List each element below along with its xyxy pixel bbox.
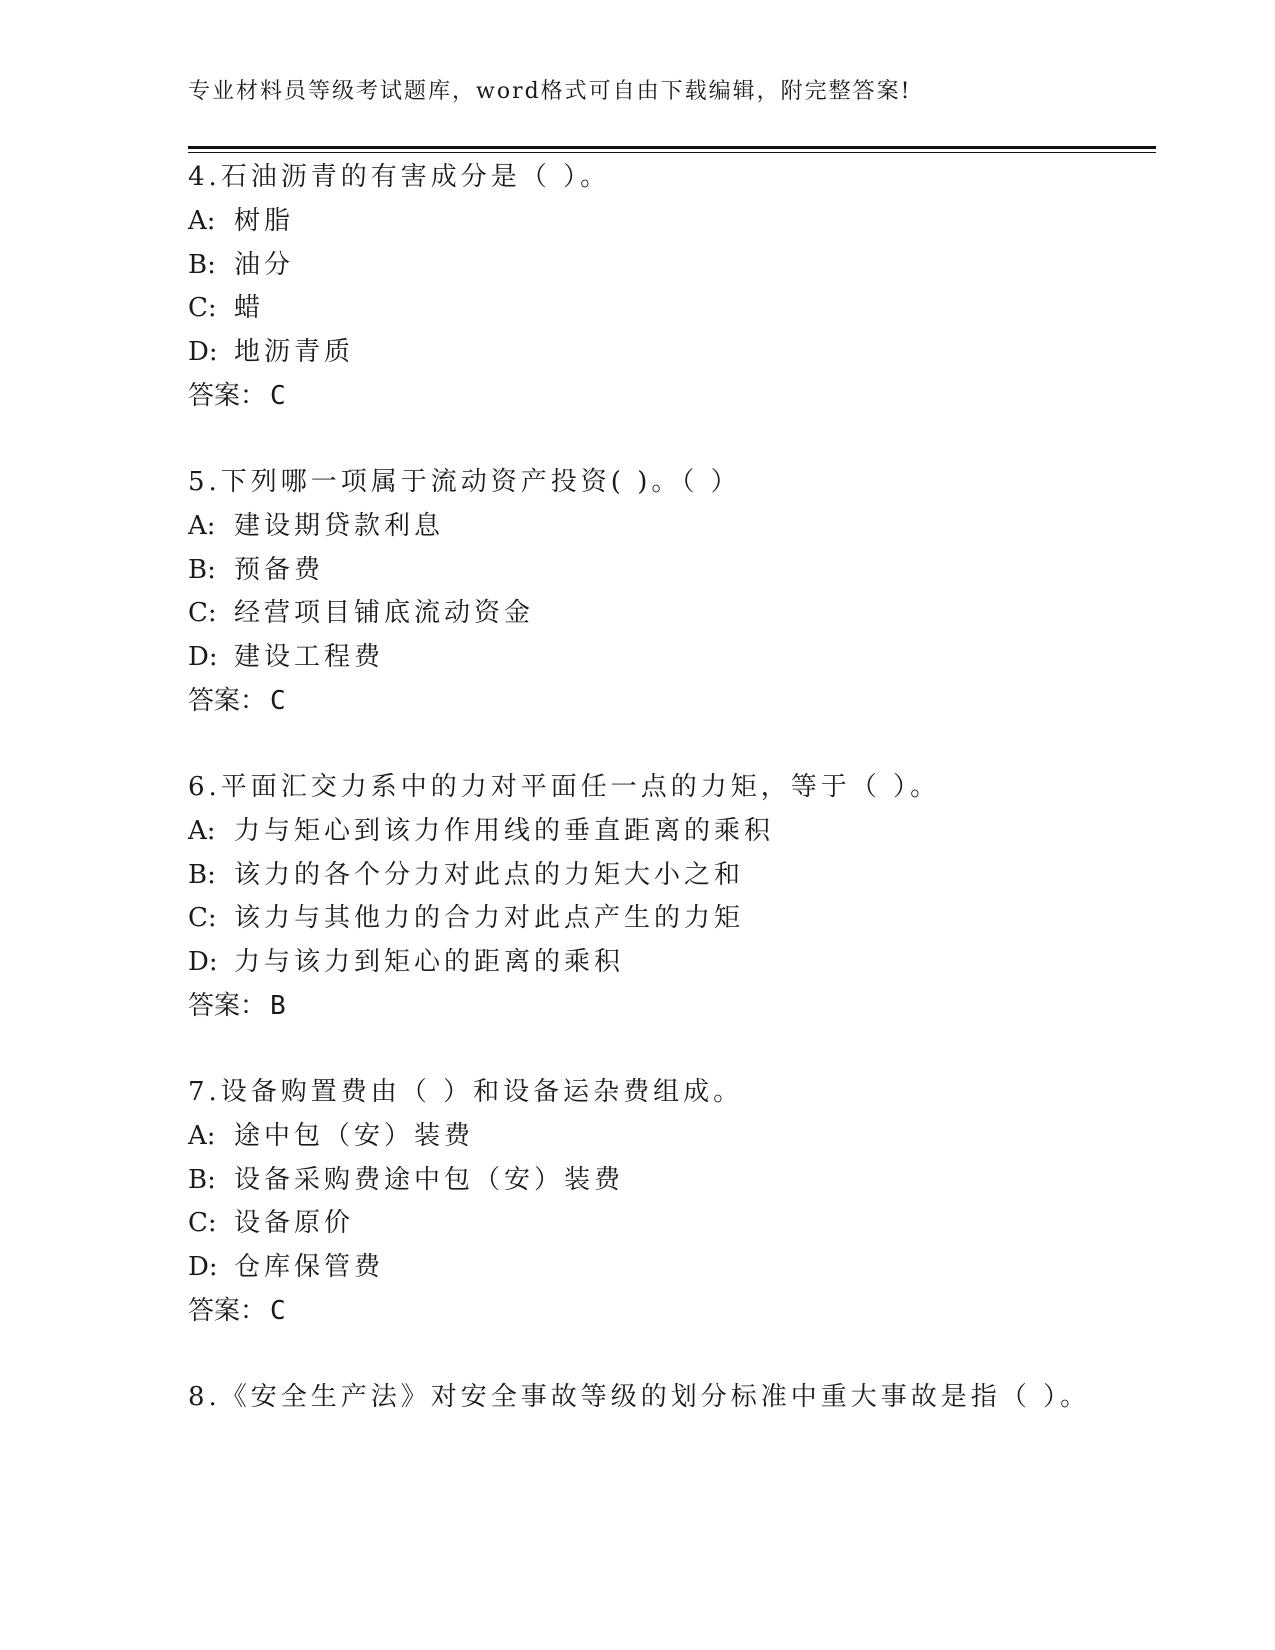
question-5-option-d [188, 641, 384, 673]
option-text: 油分 [234, 250, 295, 280]
answer-value: B [270, 991, 286, 1021]
option-label: A: [188, 511, 216, 541]
question-6-option-a [188, 815, 774, 847]
question-6-answer [188, 990, 286, 1022]
option-text: 力与矩心到该力作用线的垂直距离的乘积 [234, 816, 775, 846]
option-label: C: [188, 1208, 217, 1238]
answer-label: 答案： [188, 991, 267, 1021]
question-5-option-a [188, 510, 444, 542]
question-4-option-a [188, 205, 294, 237]
option-text: 该力与其他力的合力对此点产生的力矩 [234, 903, 745, 933]
option-label: A: [188, 816, 216, 846]
question-6-option-d [188, 946, 624, 978]
question-7-option-b [188, 1164, 624, 1196]
answer-label: 答案： [188, 381, 267, 411]
option-label: C: [188, 598, 217, 628]
option-label: D: [188, 947, 218, 977]
option-text: 力与该力到矩心的距离的乘积 [234, 947, 625, 977]
question-4-option-b [188, 249, 294, 281]
question-8-stem: 8.《安全生产法》对安全事故等级的划分标准中重大事故是指（ ）。 [188, 1382, 1091, 1412]
question-4-stem: 4.石油沥青的有害成分是（ ）。 [188, 162, 611, 192]
option-label: B: [188, 1165, 216, 1195]
option-label: D: [188, 1252, 218, 1282]
option-text: 仓库保管费 [234, 1252, 385, 1282]
answer-value: C [270, 1296, 286, 1326]
option-text: 途中包（安）装费 [234, 1121, 475, 1151]
question-6-stem: 6.平面汇交力系中的力对平面任一点的力矩，等于（ ）。 [188, 772, 941, 802]
answer-value: C [270, 686, 286, 716]
option-label: D: [188, 337, 218, 367]
option-text: 建设工程费 [234, 642, 385, 672]
option-text: 建设期贷款利息 [234, 511, 445, 541]
answer-value: C [270, 381, 286, 411]
question-5-option-b [188, 554, 324, 586]
question-7-option-d [188, 1251, 384, 1283]
answer-label: 答案： [188, 1296, 267, 1326]
option-text: 经营项目铺底流动资金 [234, 598, 535, 628]
option-text: 蜡 [234, 293, 265, 323]
question-5-stem: 5.下列哪一项属于流动资产投资( )。（ ） [188, 467, 741, 497]
question-5-option-c [188, 597, 534, 629]
question-7-answer [188, 1295, 286, 1327]
option-label: A: [188, 206, 216, 236]
question-4-option-c [188, 292, 264, 324]
question-6-option-b [188, 859, 744, 891]
question-7-option-c [188, 1207, 354, 1239]
option-text: 树脂 [234, 206, 295, 236]
option-text: 设备原价 [234, 1208, 355, 1238]
question-7-option-a [188, 1120, 474, 1152]
option-label: C: [188, 903, 217, 933]
question-5-answer [188, 685, 286, 717]
option-label: A: [188, 1121, 216, 1151]
header-rule-thin [188, 152, 1156, 153]
option-text: 设备采购费途中包（安）装费 [234, 1165, 625, 1195]
question-4-answer [188, 380, 286, 412]
option-text: 预备费 [234, 555, 325, 585]
option-label: C: [188, 293, 217, 323]
question-7-stem: 7.设备购置费由（ ）和设备运杂费组成。 [188, 1077, 744, 1107]
option-label: B: [188, 555, 216, 585]
option-label: B: [188, 860, 216, 890]
header-text: 专业材料员等级考试题库，word格式可自由下载编辑，附完整答案! [188, 79, 912, 104]
answer-label: 答案： [188, 686, 267, 716]
header-rule-thick [188, 146, 1156, 149]
option-text: 该力的各个分力对此点的力矩大小之和 [234, 860, 745, 890]
option-text: 地沥青质 [234, 337, 355, 367]
question-6-option-c [188, 902, 744, 934]
option-label: D: [188, 642, 218, 672]
option-label: B: [188, 250, 216, 280]
question-4-option-d [188, 336, 354, 368]
